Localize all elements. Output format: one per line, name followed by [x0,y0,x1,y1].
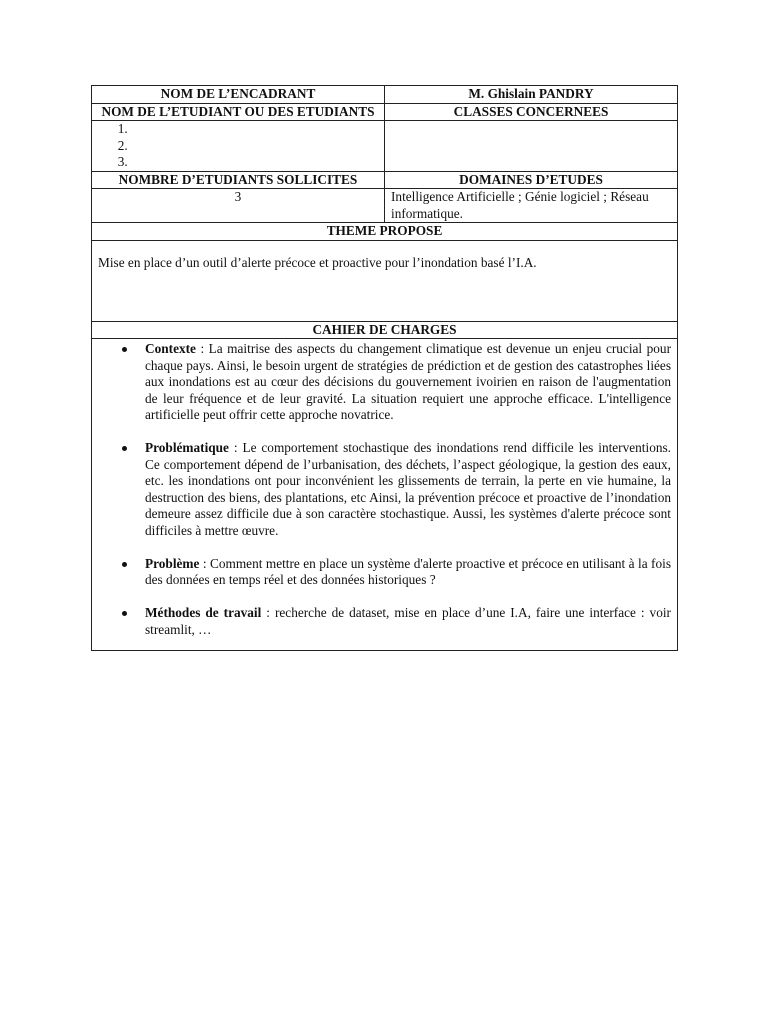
item-text: : La maitrise des aspects du changement climatique est devenue un enjeu crucial pour chaque pays. Ainsi, le besoin urgent de stratégies de prédiction et de gestion des catastrophes liées aux inondations est au cœur des décisions du gouvernement ivoirien en raison de l'augmentation de leur fréquence et de leur gravité. La situation requiert une approche efficace. L'intelligence artificielle peut offrir cette approche novatrice. [145,341,671,422]
cahier-header-row [92,321,678,339]
theme-header-row [92,223,678,241]
nombre-header-row [92,171,678,189]
domaines-value: Intelligence Artificielle ; Génie logiciel ; Réseau informatique. [385,189,678,223]
bullet-icon [122,562,127,567]
item-text: : Le comportement stochastique des inondations rend difficile les interventions. Ce comportement dépend de l’urbanisation, des déchets, l’aspect géologique, la gestion des eaux, etc. les inondations ont pour inconvénient les glissements de terrain, la perte en vie humaine, la destruction des biens, des plantations, etc Ainsi, la prévention précoce et proactive de l’inondation demeure assez difficile due à son caractère stochastique. Aussi, les systèmes d'alerte précoce sont difficiles à mettre œuvre. [145,440,671,538]
bullet-icon [122,347,127,352]
bullet-icon [122,611,127,616]
theme-text: Mise en place d’un outil d’alerte précoce et proactive pour l’inondation basé l’I.A. [92,240,678,321]
student-item [131,138,378,155]
nombre-value-row [92,189,678,223]
classes-cell [385,121,678,172]
list-item [145,605,671,638]
project-form-table [91,85,678,651]
classes-label: CLASSES CONCERNEES [385,103,678,121]
item-text: : Comment mettre en place un système d'alerte proactive et précoce en utilisant à la fois des données en temps réel et des données historiques ? [145,555,671,587]
nombre-value: 3 [92,189,385,223]
theme-label: THEME PROPOSE [92,223,678,241]
student-item [131,154,378,171]
etudiants-header-row [92,103,678,121]
cahier-label: CAHIER DE CHARGES [92,321,678,339]
student-item [131,121,378,138]
cahier-cell [92,339,678,651]
item-text: : recherche de dataset, mise en place d’une I.A, faire une interface : voir streamlit, … [145,605,671,637]
encadrant-value: M. Ghislain PANDRY [385,86,678,104]
item-title: Problème [145,555,200,571]
cahier-row [92,339,678,651]
etudiants-label: NOM DE L’ETUDIANT OU DES ETUDIANTS [92,103,385,121]
list-item [145,556,671,589]
bullet-icon [122,446,127,451]
list-item [145,440,671,539]
encadrant-label: NOM DE L’ENCADRANT [92,86,385,104]
cahier-list [98,341,671,638]
encadrant-row [92,86,678,104]
item-title: Problématique [145,440,229,455]
item-title: Méthodes de travail [145,605,262,620]
etudiants-list-row [92,121,678,172]
theme-row [92,240,678,321]
domaines-label: DOMAINES D’ETUDES [385,171,678,189]
list-item [145,341,671,424]
students-cell [92,121,385,172]
students-list [98,121,378,171]
nombre-label: NOMBRE D’ETUDIANTS SOLLICITES [92,171,385,189]
item-title: Contexte [145,341,196,356]
